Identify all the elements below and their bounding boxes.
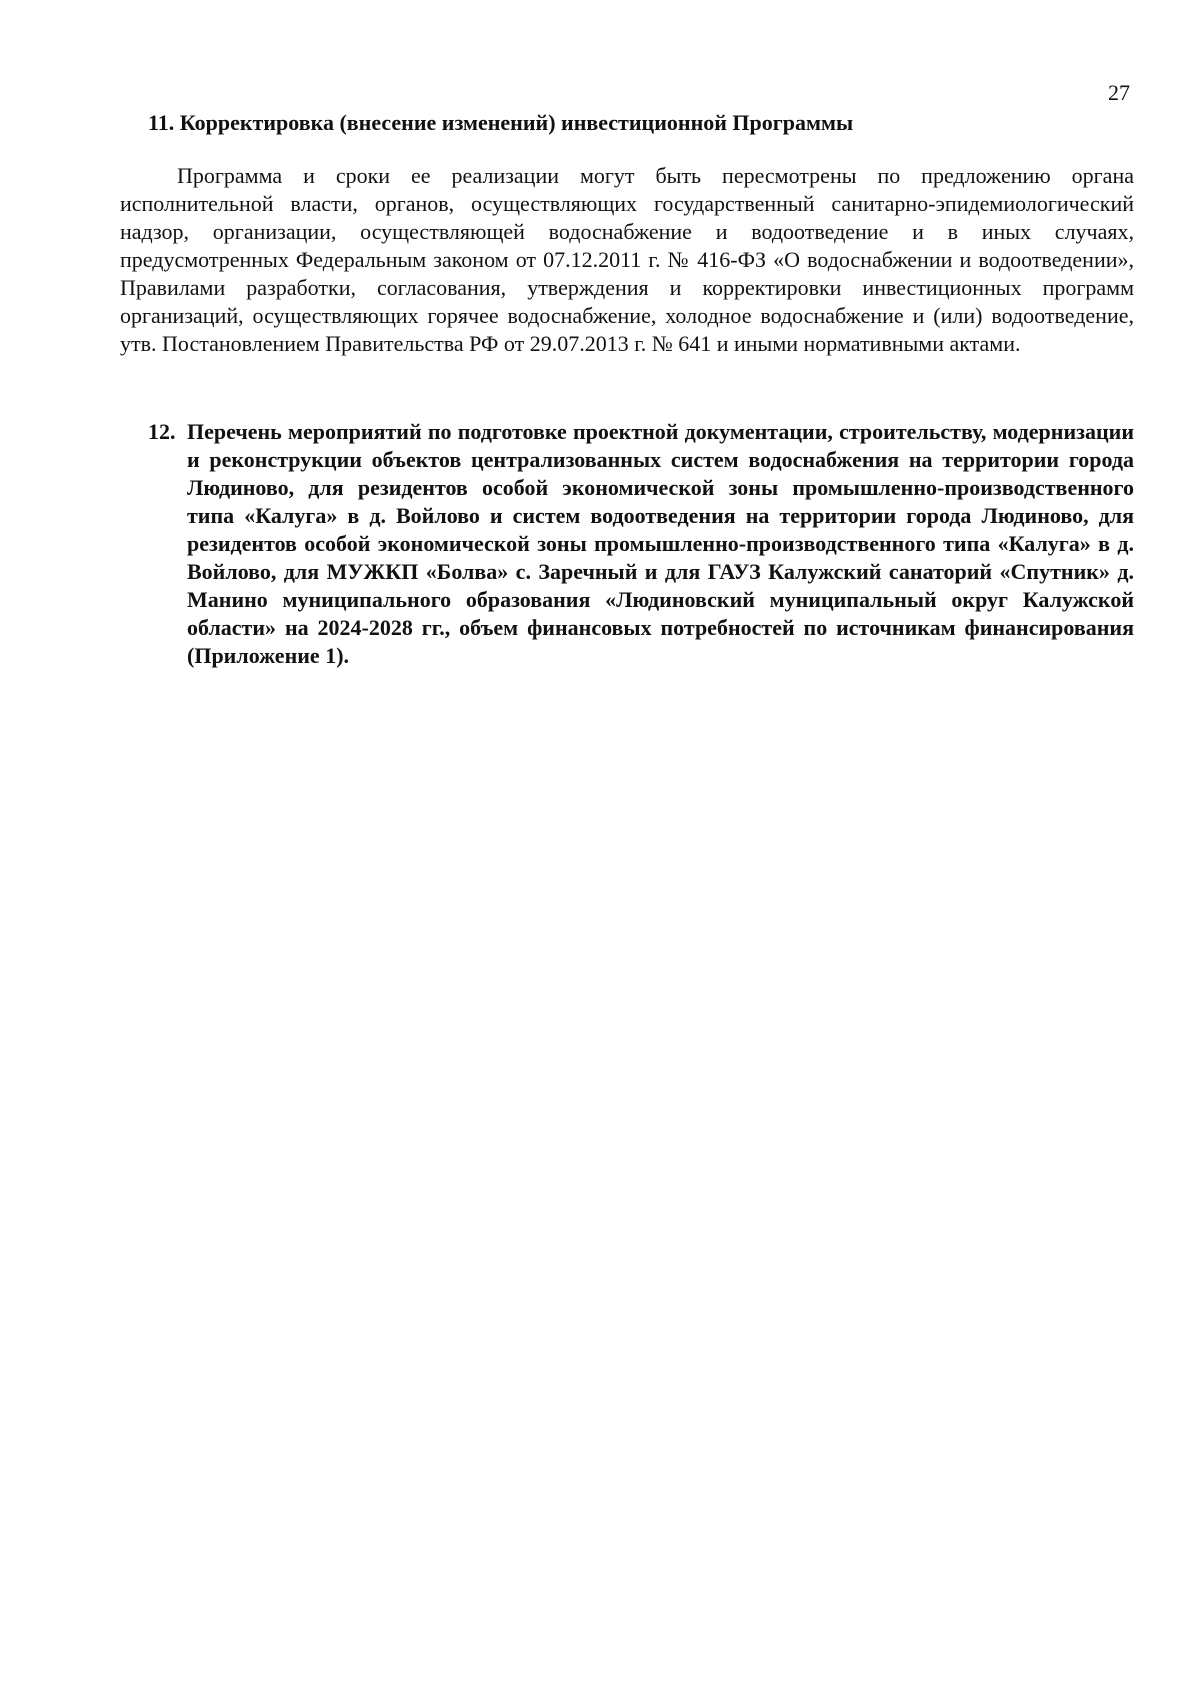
section-12-heading: Перечень мероприятий по подготовке проектной документации, строительству, модернизации и реконструкции объектов централизованных систем водоснабжения на территории города Людиново, для резидентов особой экономической зоны промышленно-производственного типа «Калуга» в д. Войлово и систем водоотведения на территории города Людиново, для резидентов особой экономической зоны промышленно-производственного типа «Калуга» в д. Войлово, для МУЖКП «Болва» с. Заречный и для ГАУЗ Калужский санаторий «Спутник» д. Манино муниципального образования «Людиновский муниципальный округ Калужской области» на 2024-2028 гг., объем финансовых потребностей по источникам финансирования (Приложение 1). bbox=[187, 419, 1134, 668]
page-number: 27 bbox=[1108, 80, 1130, 105]
section-12-number: 12. bbox=[148, 419, 176, 444]
section-11-heading: 11. Корректировка (внесение изменений) инвестиционной Программы bbox=[148, 110, 854, 135]
section-11-paragraph: Программа и сроки ее реализации могут быть пересмотрены по предложению органа исполнительной власти, органов, осуществляющих государственный санитарно-эпидемиологический надзор, организации, осуществляющей водоснабжение и водоотведение и в иных случаях, предусмотренных Федеральным законом от 07.12.2011 г. № 416-ФЗ «О водоснабжении и водоотведении», Правилами разработки, согласования, утверждения и корректировки инвестиционных программ организаций, осуществляющих горячее водоснабжение, холодное водоснабжение и (или) водоотведение, утв. Постановлением Правительства РФ от 29.07.2013 г. № 641 и иными нормативными актами. bbox=[120, 163, 1134, 356]
section-12-item bbox=[148, 418, 1134, 670]
